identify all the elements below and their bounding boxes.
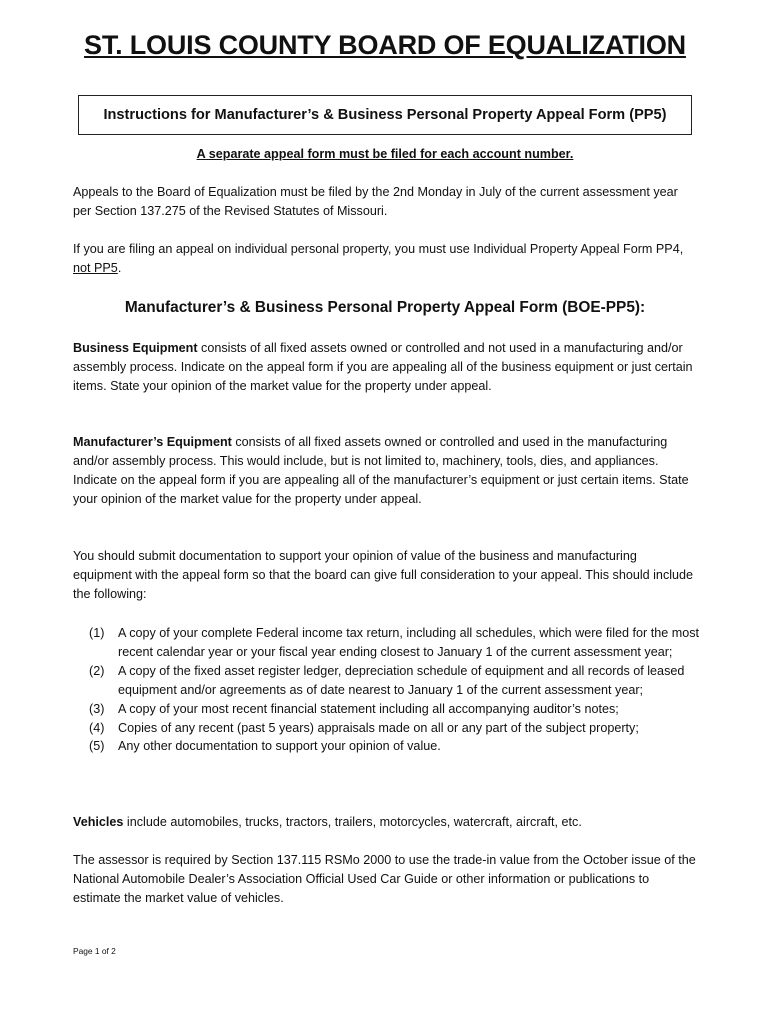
vehicles-term: Vehicles <box>73 815 124 829</box>
manufacturers-equipment-paragraph <box>73 433 698 509</box>
manufacturers-equipment-term: Manufacturer’s Equipment <box>73 435 232 449</box>
business-equipment-paragraph <box>73 339 698 396</box>
list-number: (4) <box>89 720 105 735</box>
manufacturers-equipment-text: consists of all fixed assets owned or controlled and used in the manufacturing and/or assembly process. This would include, but is not limited to, machinery, tools, dies, and appliances. Indicate on the appeal form if you are appealing all of the manufacturer’s equipment or just certain items. State your opinion of the market value for the property under appeal. <box>73 435 689 506</box>
list-item <box>89 719 699 738</box>
individual-suffix: . <box>117 261 122 275</box>
assessor-text: The assessor is required by Section 137.115 RSMo 2000 to use the trade-in value from the October issue of the National Automobile Dealer’s Association Official Used Car Guide or other information or publications to estimate the market value of vehicles. <box>73 853 696 905</box>
form-instructions-heading: Instructions for Manufacturer’s & Business Personal Property Appeal Form (PP5) <box>78 95 692 135</box>
list-number: (5) <box>89 739 105 754</box>
documentation-text: You should submit documentation to support your opinion of value of the business and manufacturing equipment with the appeal form so that the board can give full consideration to your appeal. This should include the following: <box>73 549 694 601</box>
page-title: ST. LOUIS COUNTY BOARD OF EQUALIZATION <box>84 30 686 60</box>
business-equipment-text: consists of all fixed assets owned or controlled and not used in a manufacturing and/or assembly process. Indicate on the appeal form if you are appealing all of the business equipment or just certain items. State your opinion of the market value for the property under appeal. <box>73 341 693 393</box>
individual-property-paragraph <box>73 240 698 278</box>
list-text: A copy of your complete Federal income tax return, including all schedules, which were filed for the most recent calendar year or your fiscal year ending closest to January 1 of the current assessment year; <box>118 626 699 659</box>
vehicles-paragraph <box>73 813 698 832</box>
list-number: (3) <box>89 701 105 716</box>
list-item <box>89 662 699 700</box>
separate-form-notice: A separate appeal form must be filed for each account number. <box>196 147 574 161</box>
list-number: (1) <box>89 626 105 640</box>
vehicles-text: include automobiles, trucks, tractors, trailers, motorcycles, watercraft, aircraft, etc. <box>123 815 582 829</box>
documentation-paragraph <box>73 547 698 604</box>
list-text: A copy of your most recent financial statement including all accompanying auditor’s notes; <box>118 701 619 716</box>
business-equipment-term: Business Equipment <box>73 341 198 355</box>
documentation-list <box>89 624 699 756</box>
deadline-paragraph <box>73 183 698 221</box>
list-number: (2) <box>89 663 105 678</box>
list-item <box>89 737 699 756</box>
page-number: Page 1 of 2 <box>73 946 116 956</box>
list-item <box>89 624 699 662</box>
assessor-paragraph <box>73 851 698 908</box>
deadline-text: Appeals to the Board of Equalization must be filed by the 2nd Monday in July of the current assessment year per Section 137.275 of the Revised Statutes of Missouri. <box>73 185 678 218</box>
section-heading: Manufacturer’s & Business Personal Property Appeal Form (BOE-PP5): <box>124 299 646 316</box>
list-text: Copies of any recent (past 5 years) appraisals made on all or any part of the subject property; <box>118 720 639 735</box>
not-pp5-text: not PP5 <box>73 261 118 275</box>
individual-prefix: If you are filing an appeal on individual personal property, you must use Individual Property Appeal Form PP4, <box>73 242 684 256</box>
list-item <box>89 700 699 719</box>
list-text: A copy of the fixed asset register ledger, depreciation schedule of equipment and all records of leased equipment and/or agreements as of date nearest to January 1 of the current assessment year; <box>118 663 685 697</box>
list-text: Any other documentation to support your opinion of value. <box>118 739 441 754</box>
